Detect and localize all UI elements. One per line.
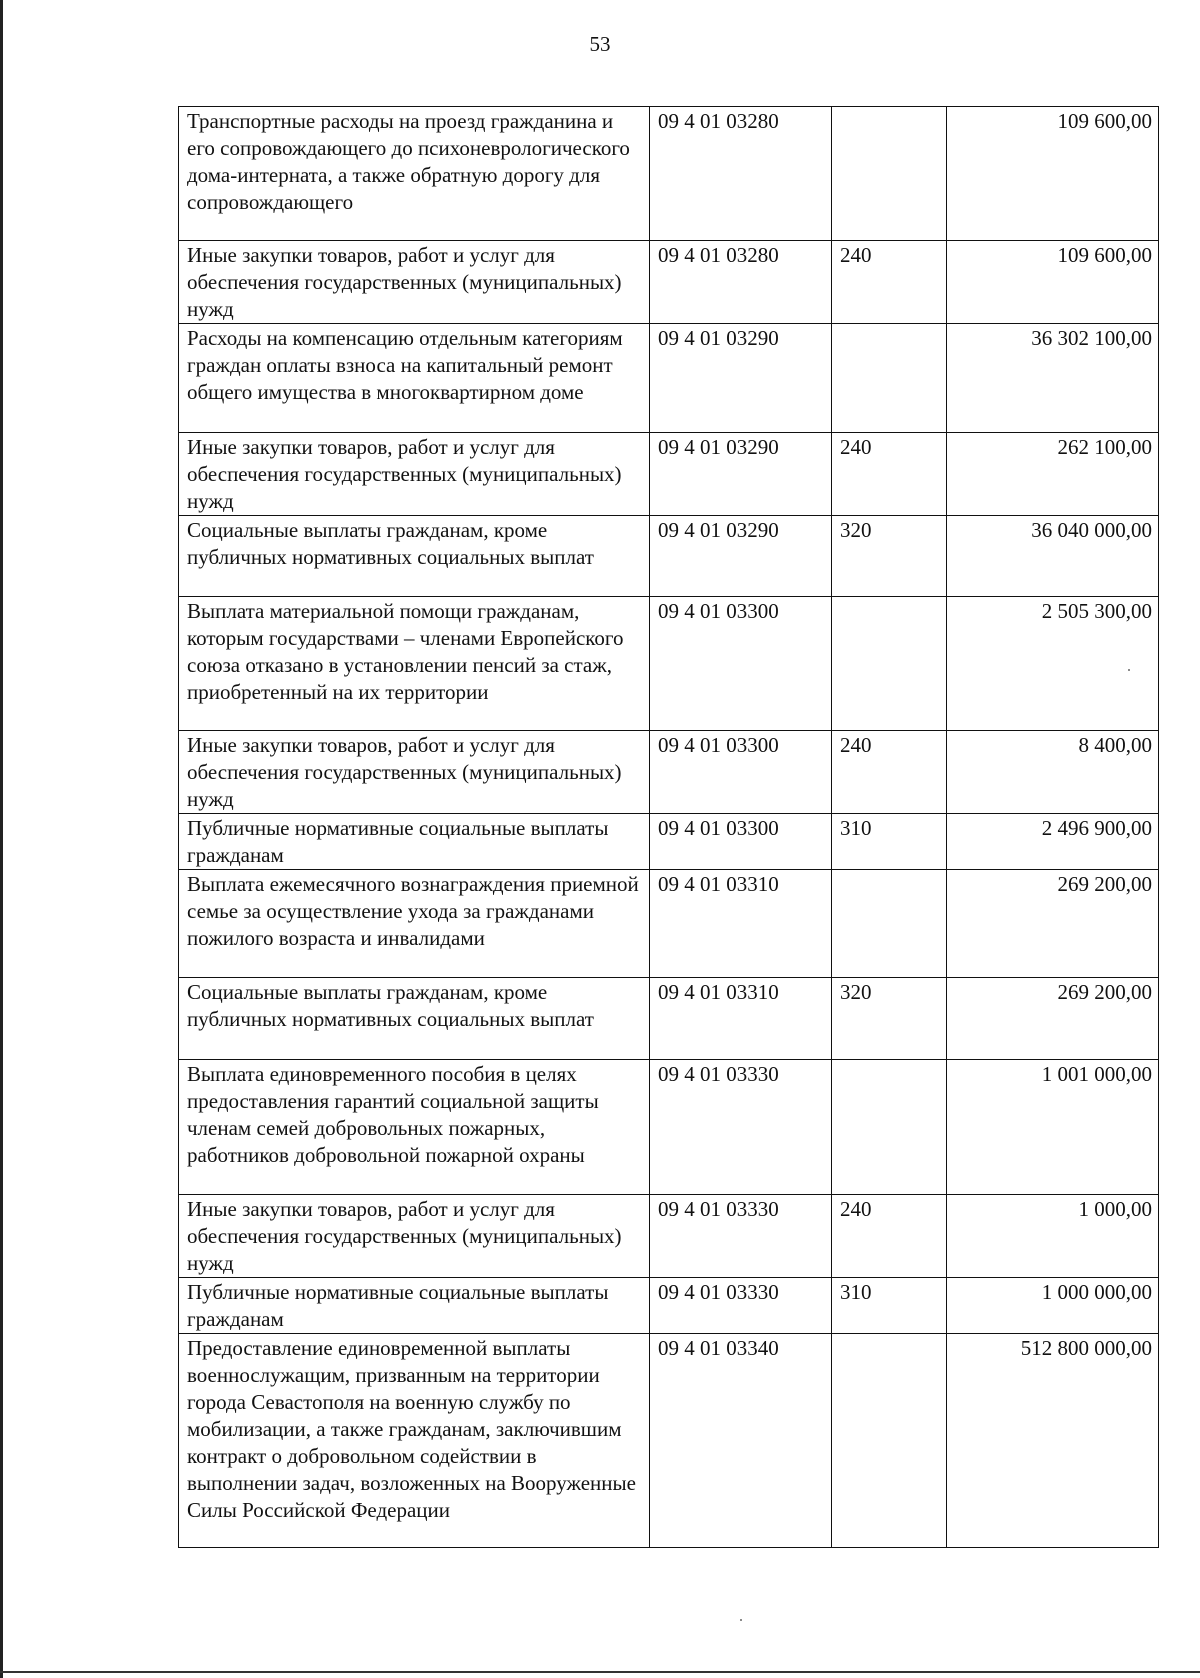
scan-speck xyxy=(1128,669,1130,671)
row-expense-type-cell xyxy=(832,1060,947,1195)
table-row xyxy=(179,433,1159,516)
row-expense-type-cell: 240 xyxy=(832,433,947,516)
row-name-cell: Выплата ежемесячного вознаграждения приемной семье за осуществление ухода за гражданами пожилого возраста и инвалидами xyxy=(179,870,650,978)
row-name-cell: Социальные выплаты гражданам, кроме публичных нормативных социальных выплат xyxy=(179,516,650,597)
row-amount-cell: 262 100,00 xyxy=(947,433,1159,516)
row-amount-cell: 512 800 000,00 xyxy=(947,1334,1159,1548)
row-amount-cell: 8 400,00 xyxy=(947,731,1159,814)
table-row xyxy=(179,731,1159,814)
table-row xyxy=(179,516,1159,597)
table-row xyxy=(179,324,1159,433)
row-name-cell: Иные закупки товаров, работ и услуг для обеспечения государственных (муниципальных) нужд xyxy=(179,1195,650,1278)
row-target-code-cell: 09 4 01 03300 xyxy=(650,597,832,731)
row-expense-type-cell: 240 xyxy=(832,241,947,324)
row-amount-cell: 2 505 300,00 xyxy=(947,597,1159,731)
row-name-cell: Транспортные расходы на проезд гражданина и его сопровождающего до психоневрологического дома-интерната, а также обратную дорогу для сопровождающего xyxy=(179,107,650,241)
row-name-cell: Иные закупки товаров, работ и услуг для обеспечения государственных (муниципальных) нужд xyxy=(179,731,650,814)
row-amount-cell: 269 200,00 xyxy=(947,978,1159,1060)
table-row xyxy=(179,597,1159,731)
row-target-code-cell: 09 4 01 03280 xyxy=(650,241,832,324)
row-target-code-cell: 09 4 01 03310 xyxy=(650,978,832,1060)
row-amount-cell: 2 496 900,00 xyxy=(947,814,1159,870)
row-target-code-cell: 09 4 01 03330 xyxy=(650,1278,832,1334)
scan-edge-bottom xyxy=(0,1671,1200,1673)
table-row xyxy=(179,1060,1159,1195)
page-number: 53 xyxy=(589,32,611,56)
row-target-code-cell: 09 4 01 03330 xyxy=(650,1060,832,1195)
row-name-cell: Иные закупки товаров, работ и услуг для обеспечения государственных (муниципальных) нужд xyxy=(179,241,650,324)
table-row xyxy=(179,1195,1159,1278)
row-expense-type-cell: 310 xyxy=(832,1278,947,1334)
row-amount-cell: 109 600,00 xyxy=(947,107,1159,241)
row-name-cell: Публичные нормативные социальные выплаты гражданам xyxy=(179,1278,650,1334)
row-target-code-cell: 09 4 01 03300 xyxy=(650,731,832,814)
table-row xyxy=(179,814,1159,870)
row-expense-type-cell: 320 xyxy=(832,978,947,1060)
row-amount-cell: 1 001 000,00 xyxy=(947,1060,1159,1195)
row-name-cell: Расходы на компенсацию отдельным категориям граждан оплаты взноса на капитальный ремонт общего имущества в многоквартирном доме xyxy=(179,324,650,433)
row-amount-cell: 1 000 000,00 xyxy=(947,1278,1159,1334)
row-name-cell: Иные закупки товаров, работ и услуг для обеспечения государственных (муниципальных) нужд xyxy=(179,433,650,516)
row-target-code-cell: 09 4 01 03300 xyxy=(650,814,832,870)
row-expense-type-cell xyxy=(832,597,947,731)
row-expense-type-cell: 310 xyxy=(832,814,947,870)
row-expense-type-cell: 320 xyxy=(832,516,947,597)
row-amount-cell: 109 600,00 xyxy=(947,241,1159,324)
scan-speck xyxy=(740,1619,742,1621)
row-target-code-cell: 09 4 01 03310 xyxy=(650,870,832,978)
row-target-code-cell: 09 4 01 03290 xyxy=(650,324,832,433)
row-expense-type-cell xyxy=(832,870,947,978)
scan-edge-left xyxy=(0,0,3,1678)
table-row xyxy=(179,107,1159,241)
row-expense-type-cell xyxy=(832,1334,947,1548)
row-target-code-cell: 09 4 01 03280 xyxy=(650,107,832,241)
table-row xyxy=(179,870,1159,978)
row-expense-type-cell xyxy=(832,324,947,433)
row-name-cell: Выплата единовременного пособия в целях предоставления гарантий социальной защиты членам семей добровольных пожарных, работников добровольной пожарной охраны xyxy=(179,1060,650,1195)
table-row xyxy=(179,241,1159,324)
row-target-code-cell: 09 4 01 03330 xyxy=(650,1195,832,1278)
table-row xyxy=(179,1334,1159,1548)
row-expense-type-cell: 240 xyxy=(832,1195,947,1278)
table-row xyxy=(179,978,1159,1060)
row-amount-cell: 36 040 000,00 xyxy=(947,516,1159,597)
row-target-code-cell: 09 4 01 03340 xyxy=(650,1334,832,1548)
budget-table xyxy=(178,106,1159,1548)
row-expense-type-cell xyxy=(832,107,947,241)
row-target-code-cell: 09 4 01 03290 xyxy=(650,433,832,516)
row-name-cell: Выплата материальной помощи гражданам, которым государствами – членами Европейского союза отказано в установлении пенсий за стаж, приобретенный на их территории xyxy=(179,597,650,731)
row-name-cell: Публичные нормативные социальные выплаты гражданам xyxy=(179,814,650,870)
row-name-cell: Предоставление единовременной выплаты военнослужащим, призванным на территории города Севастополя на военную службу по мобилизации, а также гражданам, заключившим контракт о добровольном содействии в выполнении задач, возложенных на Вооруженные Силы Российской Федерации xyxy=(179,1334,650,1548)
row-amount-cell: 269 200,00 xyxy=(947,870,1159,978)
row-name-cell: Социальные выплаты гражданам, кроме публичных нормативных социальных выплат xyxy=(179,978,650,1060)
row-expense-type-cell: 240 xyxy=(832,731,947,814)
table-row xyxy=(179,1278,1159,1334)
row-amount-cell: 1 000,00 xyxy=(947,1195,1159,1278)
row-amount-cell: 36 302 100,00 xyxy=(947,324,1159,433)
row-target-code-cell: 09 4 01 03290 xyxy=(650,516,832,597)
